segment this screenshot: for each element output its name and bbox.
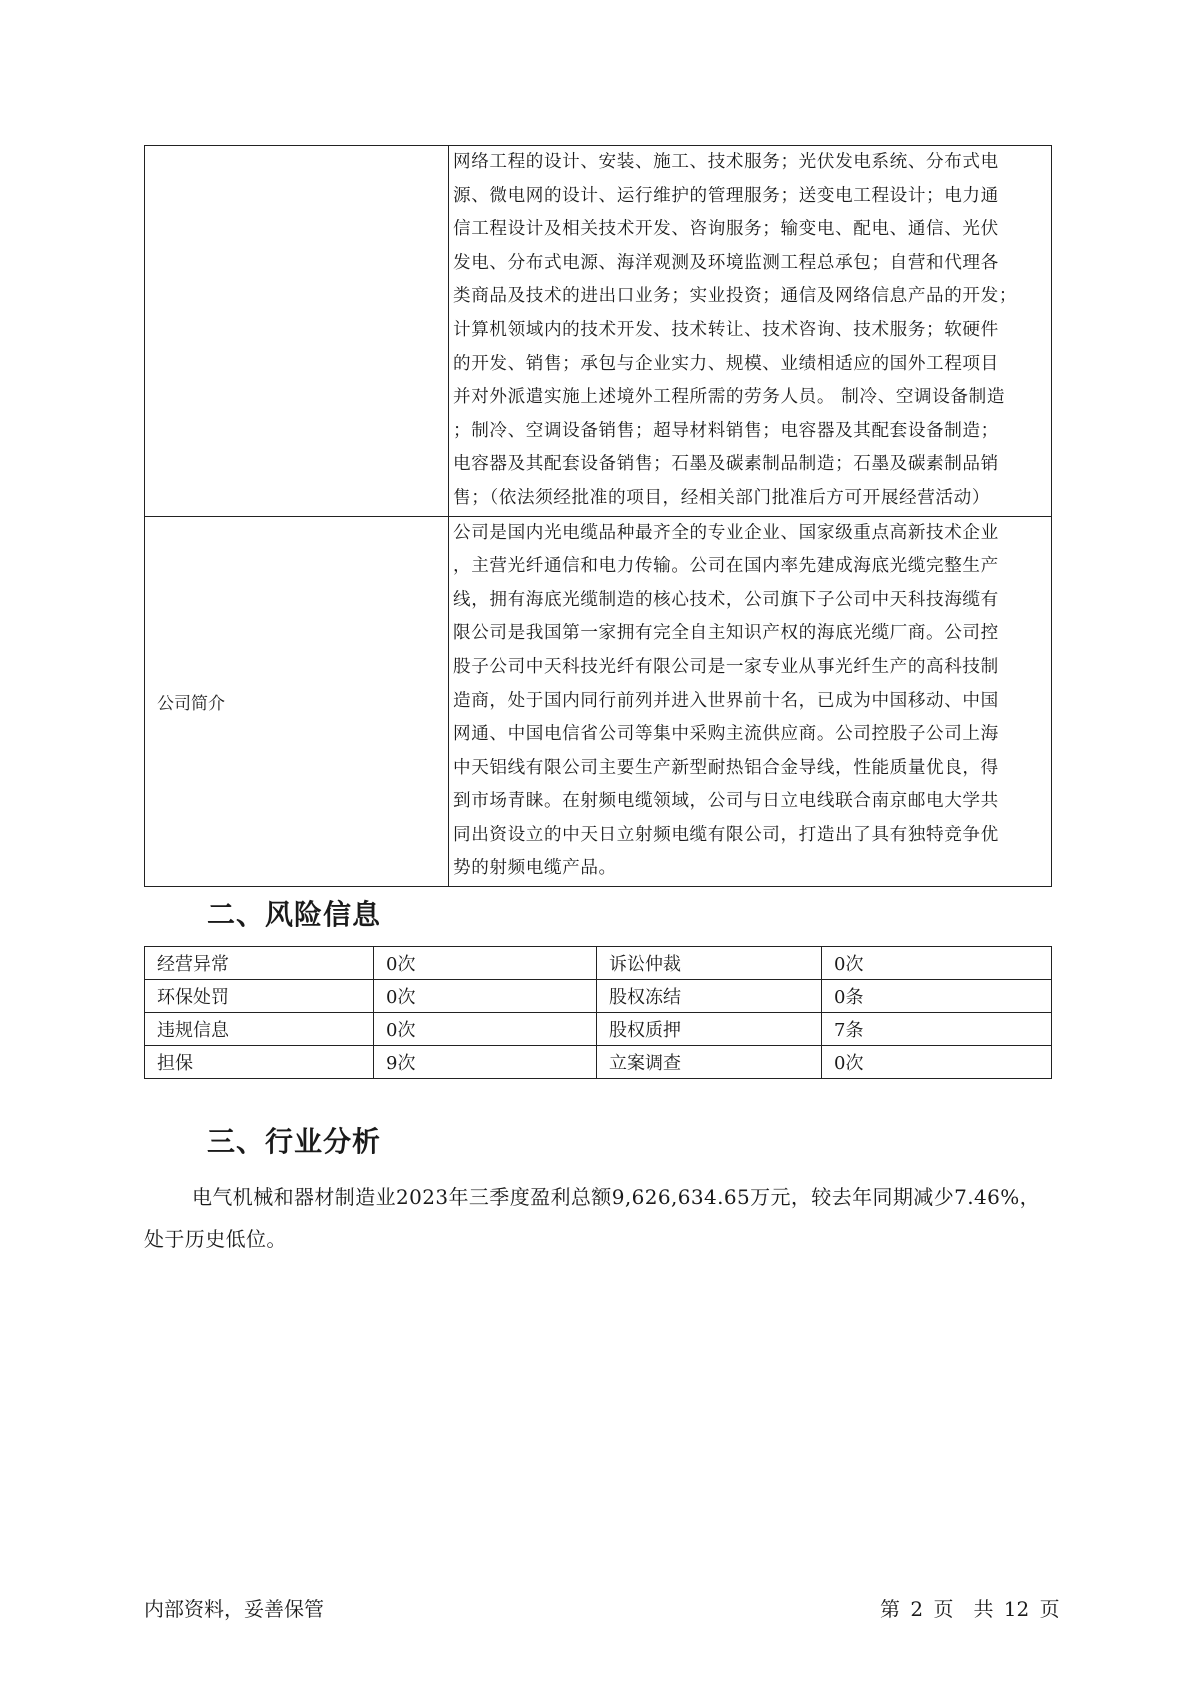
risk-key: 担保 [145,1046,374,1079]
business-scope-line: 类商品及技术的进出口业务；实业投资；通信及网络信息产品的开发； [453,286,1018,307]
company-profile-line: 线，拥有海底光缆制造的核心技术，公司旗下子公司中天科技海缆有 [453,589,999,610]
table-row [145,1013,1052,1046]
risk-key: 立案调查 [597,1046,822,1079]
company-info-table [144,145,1052,887]
business-scope-line: 售；（依法须经批准的项目，经相关部门批准后方可开展经营活动） [453,487,991,508]
business-scope-line: 发电、分布式电源、海洋观测及环境监测工程总承包；自营和代理各 [453,252,999,273]
company-profile-line: 股子公司中天科技光纤有限公司是一家专业从事光纤生产的高科技制 [453,656,999,677]
business-scope-line: 计算机领域内的技术开发、技术转让、技术咨询、技术服务；软硬件 [453,319,999,340]
business-scope-line: 网络工程的设计、安装、施工、技术服务；光伏发电系统、分布式电 [453,152,999,172]
business-scope-cell [449,146,1052,517]
risk-value: 9次 [374,1046,597,1079]
risk-value: 7条 [822,1013,1052,1046]
business-scope-line: 电容器及其配套设备销售；石墨及碳素制品制造；石墨及碳素制品销 [453,454,999,475]
company-profile-line: 中天铝线有限公司主要生产新型耐热铝合金导线，性能质量优良，得 [453,757,999,778]
industry-paragraph: 电气机械和器材制造业2023年三季度盈利总额9,626,634.65万元，较去年同期减少7.46%，处于历史低位。 [144,1185,1041,1251]
risk-key: 环保处罚 [145,980,374,1013]
company-profile-line: 造商，处于国内同行前列并进入世界前十名，已成为中国移动、中国 [453,690,999,711]
industry-section-title: 三、行业分析 [207,1125,382,1158]
footer-page-number: 第 2 页 共 12 页 [880,1597,1060,1621]
risk-section-title: 二、风险信息 [207,898,382,931]
table-row [145,947,1052,980]
table-row [145,980,1052,1013]
business-scope-label-cell [145,146,449,517]
risk-value: 0次 [374,947,597,980]
risk-key: 股权质押 [597,1013,822,1046]
risk-key: 股权冻结 [597,980,822,1013]
footer-confidential-note: 内部资料，妥善保管 [144,1597,324,1621]
company-profile-line: ，主营光纤通信和电力传输。公司在国内率先建成海底光缆完整生产 [453,556,999,577]
business-scope-line: 的开发、销售；承包与企业实力、规模、业绩相适应的国外工程项目 [453,353,999,374]
risk-info-table [144,946,1052,1079]
company-profile-label: 公司简介 [145,516,449,887]
risk-key: 诉讼仲裁 [597,947,822,980]
company-profile-line: 到市场青睐。在射频电缆领域，公司与日立电线联合南京邮电大学共 [453,791,999,812]
risk-key: 违规信息 [145,1013,374,1046]
risk-value: 0次 [822,1046,1052,1079]
table-row [145,1046,1052,1079]
business-scope-line: 源、微电网的设计、运行维护的管理服务；送变电工程设计；电力通 [453,185,999,206]
company-profile-line: 限公司是我国第一家拥有完全自主知识产权的海底光缆厂商。公司控 [453,623,999,644]
company-profile-line: 公司是国内光电缆品种最齐全的专业企业、国家级重点高新技术企业 [453,522,999,543]
table-row-business-scope [145,146,1052,517]
business-scope-line: 并对外派遣实施上述境外工程所需的劳务人员。 制冷、空调设备制造 [453,387,1006,408]
company-profile-line: 同出资设立的中天日立射频电缆有限公司，打造出了具有独特竞争优 [453,824,999,845]
risk-value: 0次 [374,980,597,1013]
company-profile-line: 网通、中国电信省公司等集中采购主流供应商。公司控股子公司上海 [453,724,999,745]
business-scope-line: 信工程设计及相关技术开发、咨询服务；输变电、配电、通信、光伏 [453,219,999,240]
company-profile-cell [449,516,1052,887]
risk-value: 0次 [374,1013,597,1046]
risk-key: 经营异常 [145,947,374,980]
risk-value: 0次 [822,947,1052,980]
company-profile-line: 势的射频电缆产品。 [453,858,617,879]
table-row-company-profile [145,516,1052,887]
risk-value: 0条 [822,980,1052,1013]
business-scope-line: ；制冷、空调设备销售；超导材料销售；电容器及其配套设备制造； [453,420,999,441]
